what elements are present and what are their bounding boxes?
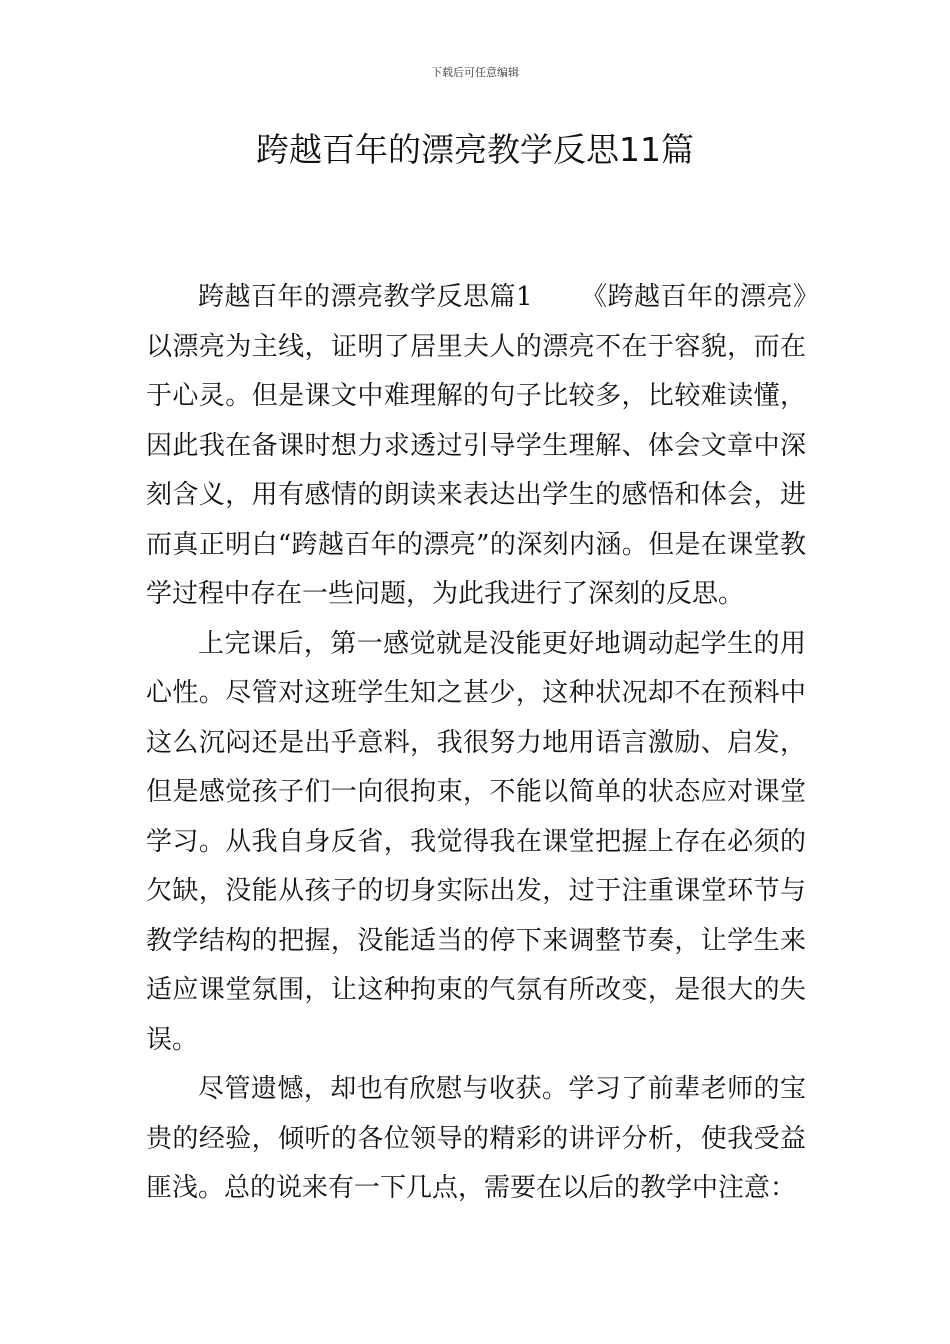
paragraph-3-text: 尽管遗憾，却也有欣慰与收获。学习了前辈老师的宝贵的经验，倾听的各位领导的精彩的讲评分析，使我受益匪浅。总的说来有一下几点，需要在以后的教学中注意：: [146, 1074, 806, 1203]
header-note: 下载后可任意编辑: [431, 66, 519, 79]
document-body: [146, 273, 806, 1214]
page-title: 跨越百年的漂亮教学反思11篇: [256, 130, 694, 169]
paragraph-1-text: 《跨越百年的漂亮》以漂亮为主线，证明了居里夫人的漂亮不在于容貌，而在于心灵。但是课文中难理解的句子比较多，比较难读懂，因此我在备课时想力求透过引导学生理解、体会文章中深刻含义，用有感情的朗读来表达出学生的感悟和体会，进而真正明白“跨越百年的漂亮”的深刻内涵。但是在课堂教学过程中存在一些问题，为此我进行了深刻的反思。: [146, 282, 806, 609]
paragraph-3: [146, 1065, 806, 1214]
paragraph-2-text: 上完课后，第一感觉就是没能更好地调动起学生的用心性。尽管对这班学生知之甚少，这种状况却不在预料中这么沉闷还是出乎意料，我很努力地用语言激励、启发，但是感觉孩子们一向很拘束，不能以简单的状态应对课堂学习。从我自身反省，我觉得我在课堂把握上存在必须的欠缺，没能从孩子的切身实际出发，过于注重课堂环节与教学结构的把握，没能适当的停下来调整节奏，让学生来适应课堂氛围，让这种拘束的气氛有所改变，是很大的失误。: [146, 628, 806, 1055]
paragraph-1: [146, 273, 806, 620]
paragraph-2: [146, 620, 806, 1066]
paragraph-1-lead: 跨越百年的漂亮教学反思篇1: [198, 282, 533, 312]
